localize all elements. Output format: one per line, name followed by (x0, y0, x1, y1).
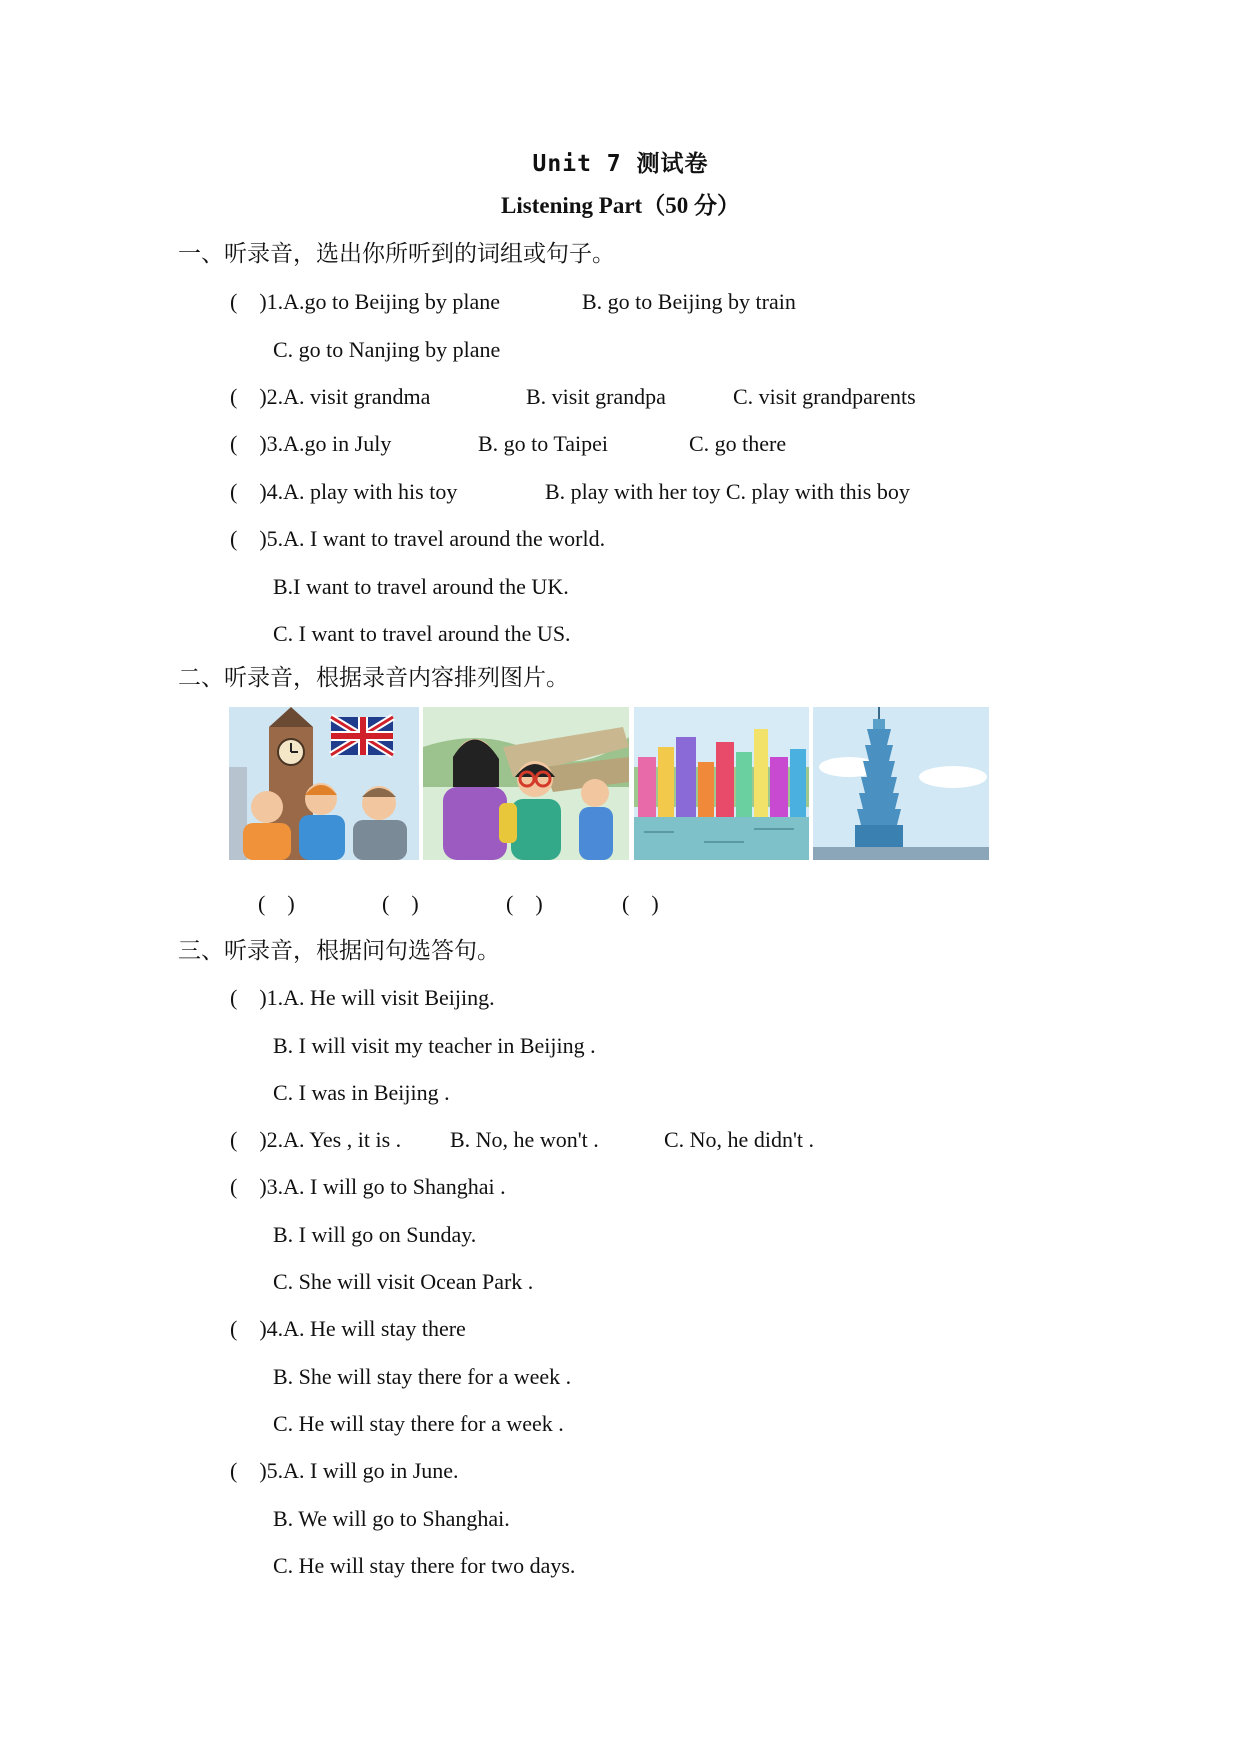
s1-q3-option-c: C. go there (689, 431, 787, 456)
s3-q3-option-b: B. I will go on Sunday. (273, 1222, 477, 1247)
section1-heading: 一、听录音，选出你所听到的词组或句子。 (178, 241, 615, 267)
s3-q2-stem: ( )2.A. Yes , it is . (230, 1127, 402, 1152)
picture1-answer-blank[interactable]: ( ) (258, 891, 295, 916)
s3-q5-option-b: B. We will go to Shanghai. (273, 1506, 510, 1531)
s3-q3-option-c: C. She will visit Ocean Park . (273, 1269, 534, 1294)
s3-q5-option-c: C. He will stay there for two days. (273, 1553, 576, 1578)
s3-q1-stem: ( )1.A. He will visit Beijing. (230, 985, 495, 1010)
picture4-answer-blank[interactable]: ( ) (622, 891, 659, 916)
s3-q4-stem: ( )4.A. He will stay there (230, 1316, 466, 1341)
s1-q4-option-b-c: B. play with her toy C. play with this boy (545, 479, 910, 504)
great-wall-children-icon (423, 707, 629, 860)
s1-q5-stem: ( )5.A. I want to travel around the world. (230, 526, 606, 551)
s1-q1-stem: ( )1.A.go to Beijing by plane (230, 289, 501, 314)
s1-q3-stem: ( )3.A.go in July (230, 431, 392, 456)
s1-q5-option-b: B.I want to travel around the UK. (273, 574, 569, 599)
london-big-ben-family-icon (229, 707, 419, 860)
s3-q1-option-b: B. I will visit my teacher in Beijing . (273, 1033, 596, 1058)
s3-q2-option-c: C. No, he didn't . (664, 1127, 815, 1152)
section3-heading: 三、听录音，根据问句选答句。 (178, 938, 500, 964)
s3-q1-option-c: C. I was in Beijing . (273, 1080, 450, 1105)
s3-q3-stem: ( )3.A. I will go to Shanghai . (230, 1174, 506, 1199)
unit-title: Unit 7 测试卷 (532, 151, 709, 177)
s1-q2-option-c: C. visit grandparents (733, 384, 916, 409)
listening-part-title: Listening Part（50 分） (501, 193, 740, 218)
s3-q4-option-c: C. He will stay there for a week . (273, 1411, 564, 1436)
s3-q4-option-b: B. She will stay there for a week . (273, 1364, 572, 1389)
s1-q2-option-b: B. visit grandpa (526, 384, 666, 409)
s1-q1-option-b: B. go to Beijing by train (582, 289, 796, 314)
s1-q1-option-c: C. go to Nanjing by plane (273, 337, 501, 362)
s1-q4-stem: ( )4.A. play with his toy (230, 479, 458, 504)
s1-q2-stem: ( )2.A. visit grandma (230, 384, 431, 409)
section2-heading: 二、听录音，根据录音内容排列图片。 (178, 665, 569, 691)
s3-q5-stem: ( )5.A. I will go in June. (230, 1458, 459, 1483)
s3-q2-option-b: B. No, he won't . (450, 1127, 599, 1152)
picture2-answer-blank[interactable]: ( ) (382, 891, 419, 916)
s1-q5-option-c: C. I want to travel around the US. (273, 621, 571, 646)
hong-kong-skyline-icon (634, 707, 809, 860)
taipei-101-tower-icon (813, 707, 989, 860)
s1-q3-option-b: B. go to Taipei (478, 431, 609, 456)
picture3-answer-blank[interactable]: ( ) (506, 891, 543, 916)
